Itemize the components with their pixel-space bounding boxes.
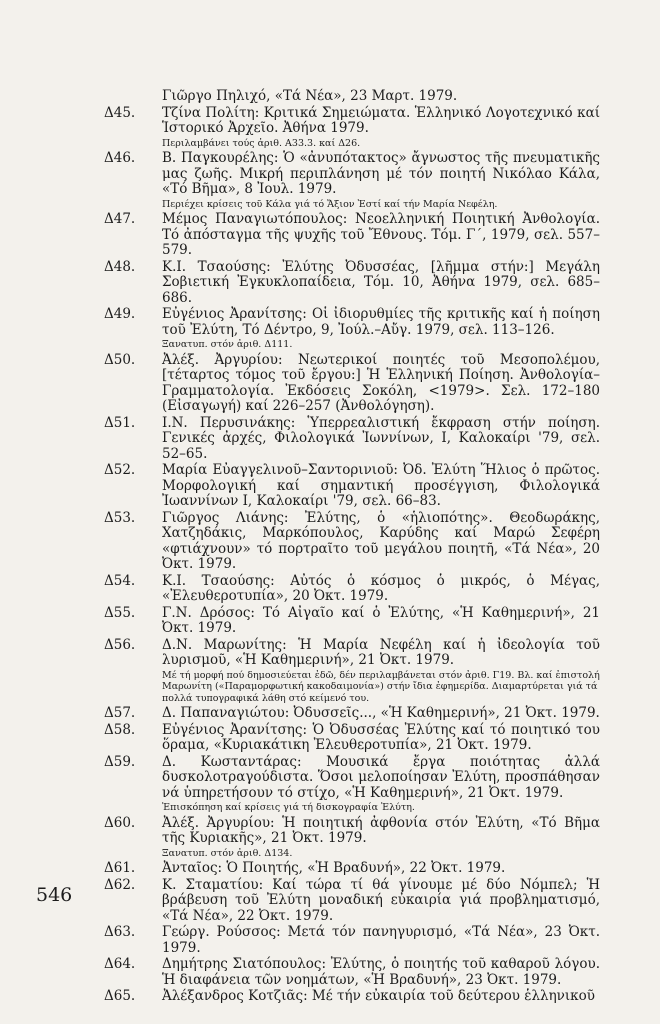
entry-number: Δ49. (104, 306, 136, 322)
entry-number: Δ62. (104, 876, 136, 893)
bibliography-entry (100, 925, 600, 956)
bibliography-entry (100, 260, 600, 307)
bibliography-entry (100, 755, 600, 814)
continued-entry-line: Γιῶργο Πηλιχό, «Τά Νέα», 23 Μαρτ. 1979. (162, 88, 458, 104)
entry-text: Εὐγένιος Ἀρανίτσης: Ὁ Ὀδυσσέας Ἐλύτης καί τό ποιητικό του ὅραμα, «Κυριακάτικη Ἐλευθεροτυπία», 21 Ὀκτ. 1979. (162, 721, 600, 753)
entry-text: Κ.Ι. Τσαούσης: Αὐτός ὁ κόσμος ὁ μικρός, ὁ Μέγας, «Ἐλευθεροτυπία», 20 Ὀκτ. 1979. (162, 572, 600, 604)
bibliography-entry (100, 574, 600, 605)
entry-text: Δ. Παπαναγιώτου: Ὀδυσσεῖς..., «Ἡ Καθημερινή», 21 Ὀκτ. 1979. (162, 705, 600, 721)
entry-number: Δ59. (104, 753, 136, 770)
bibliography-entry (100, 723, 600, 754)
entry-number: Δ47. (104, 211, 136, 227)
entry-note: Περιέχει κρίσεις τοῦ Κάλα γιά τό Ἄξιον Ἐστί καί τήν Μαρία Νεφέλη. (162, 198, 498, 210)
entry-note: Ξανατυπ. στόν ἀριθ. Δ134. (162, 847, 293, 859)
bibliography-entry (100, 957, 600, 988)
entry-number: Δ48. (104, 258, 136, 275)
entry-text: Γεώργ. Ρούσσος: Μετά τόν πανηγυρισμό, «Τά Νέα», 23 Ὀκτ. 1979. (162, 924, 600, 956)
entry-number: Δ57. (104, 705, 136, 721)
bibliography-entry (100, 861, 600, 877)
entry-number: Δ60. (104, 814, 136, 831)
entry-text: Β. Παγκουρέλης: Ὁ «ἀνυπότακτος» ἄγνωστος τῆς πνευματικῆς μας ζωῆς. Μικρή περιπλάνηση μέ τόν ποιητή Νικόλαο Κάλα, «Τό Βῆμα», 8 Ἰουλ. 1979. (162, 150, 600, 197)
bibliography-entry (100, 606, 600, 637)
page-number: 546 (36, 884, 73, 906)
entry-number: Δ50. (104, 351, 136, 368)
entry-text: Ἀλέξ. Ἀργυρίου: Νεωτερικοί ποιητές τοῦ Μεσοπολέμου, [τέταρτος τόμος τοῦ ἔργου:] Ἡ Ἑλληνική Ποίηση. Ἀνθολογία–Γραμματολογία. Ἐκδόσεις Σοκόλη, <1979>. Σελ. 172–180 (Εἰσαγωγή) καί 226–257 (Ἀνθολόγηση). (162, 351, 600, 414)
entry-number: Δ56. (104, 636, 136, 653)
entry-text: Δημήτρης Σιατόπουλος: Ἐλύτης, ὁ ποιητής τοῦ καθαροῦ λόγου. Ἡ διαφάνεια τῶν νοημάτων, «Ἡ Βραδυνή», 23 Ὀκτ. 1979. (162, 956, 600, 988)
bibliography-entry (100, 212, 600, 259)
entry-text: Γ.Ν. Δρόσος: Τό Αἰγαῖο καί ὁ Ἐλύτης, «Ἡ Καθημερινή», 21 Ὀκτ. 1979. (162, 604, 600, 636)
entry-number: Δ45. (104, 104, 136, 121)
entry-container (100, 106, 600, 1005)
entry-number: Δ58. (104, 721, 136, 738)
bibliography-entry (100, 307, 600, 351)
bibliography-entry (100, 151, 600, 210)
entry-number: Δ64. (104, 956, 136, 972)
entry-number: Δ55. (104, 604, 136, 621)
bibliography-entry (100, 416, 600, 463)
bibliography-entry (100, 511, 600, 573)
entry-text: Κ.Ι. Τσαούσης: Ἐλύτης Ὀδυσσέας, [λῆμμα στήν:] Μεγάλη Σοβιετική Ἐγκυκλοπαίδεια, Τόμ. 10, Ἀθήνα 1979, σελ. 685–686. (162, 258, 600, 306)
entry-text: Τζίνα Πολίτη: Κριτικά Σημειώματα. Ἑλληνικό Λογοτεχνικό καί Ἱστορικό Ἀρχεῖο. Ἀθήνα 1979. (162, 104, 600, 136)
bibliography-entry (100, 106, 600, 150)
entry-note: Μέ τή μορφή πού δημοσιεύεται ἐδῶ, δέν περιλαμβάνεται στόν ἀριθ. Γ19. Βλ. καί ἐπιστολή Μαρωνίτη («Παραμορφωτική κακοδαιμονία») στήν ἴδια ἐφημερίδα. Διαμαρτύρεται γιά τά πολλά τυπογραφικά λάθη στό κείμενό του. (162, 669, 600, 704)
entry-text: Ἀνταῖος: Ὁ Ποιητής, «Ἡ Βραδυνή», 22 Ὀκτ. 1979. (162, 860, 506, 876)
entry-text: Κ. Σταματίου: Καί τώρα τί θά γίνουμε μέ δύο Νόμπελ; Ἡ βράβευση τοῦ Ἐλύτη μοναδική εὐκαιρία γιά προβληματισμό, «Τά Νέα», 22 Ὀκτ. 1979. (162, 876, 600, 924)
entry-text: Εὐγένιος Ἀρανίτσης: Οἱ ἰδιορυθμίες τῆς κριτικῆς καί ἡ ποίηση τοῦ Ἐλύτη, Τό Δέντρο, 9, Ἰούλ.–Αὔγ. 1979, σελ. 113–126. (162, 306, 600, 338)
entry-number: Δ46. (104, 150, 136, 166)
entry-note: Ξανατυπ. στόν ἀριθ. Δ111. (162, 339, 293, 350)
bibliography-entry (100, 706, 600, 722)
entry-text: Ι.Ν. Περυσινάκης: Ὑπερρεαλιστική ἔκφραση στήν ποίηση. Γενικές ἀρχές, Φιλολογικά Ἰωννίνων, Ι, Καλοκαίρι '79, σελ. 52–65. (162, 414, 600, 462)
entry-text: Μαρία Εὐαγγελινοῦ–Σαντορινιοῦ: Ὀδ. Ἐλύτη Ἥλιος ὁ πρῶτος. Μορφολογική καί σημαντική προσέγγιση, Φιλολογικά Ἰωαννίνων Ι, Καλοκαίρι '79, σελ. 66–83. (162, 462, 600, 509)
entry-text: Δ.Ν. Μαρωνίτης: Ἡ Μαρία Νεφέλη καί ἡ ἰδεολογία τοῦ λυρισμοῦ, «Ἡ Καθημερινή», 21 Ὀκτ. 1979. (162, 636, 600, 668)
entry-text: Ἀλέξ. Ἀργυρίου: Ἡ ποιητική ἀφθονία στόν Ἐλύτη, «Τό Βῆμα τῆς Κυριακῆς», 21 Ὀκτ. 1979. (162, 814, 600, 846)
bibliography-entry (100, 878, 600, 925)
bibliography-entry (100, 463, 600, 510)
entry-number: Δ52. (104, 462, 136, 478)
entry-text: Μέμος Παναγιωτόπουλος: Νεοελληνική Ποιητική Ἀνθολογία. Τό ἀπόσταγμα τῆς ψυχῆς τοῦ Ἔθνους. Τόμ. Γ΄, 1979, σελ. 557–579. (162, 211, 600, 258)
bibliography-entry (100, 989, 600, 1005)
entry-number: Δ54. (104, 572, 136, 589)
entry-number: Δ61. (104, 860, 136, 876)
entry-text: Γιῶργος Λιάνης: Ἐλύτης, ὁ «ἡλιοπότης». Θεοδωράκης, Χατζηδάκις, Μαρκόπουλος, Καρύδης καί Μαρώ Σεφέρη «φτιάχνουν» τό πορτραῖτο τοῦ μεγάλου ποιητῆ, «Τά Νέα», 20 Ὀκτ. 1979. (162, 509, 600, 572)
entry-note: Ἐπισκόπηση καί κρίσεις γιά τή δισκογραφία Ἐλύτη. (162, 802, 415, 813)
bibliography-entry (100, 638, 600, 705)
entry-number: Δ51. (104, 414, 136, 431)
entry-number: Δ53. (104, 509, 136, 526)
entry-number: Δ65. (104, 988, 136, 1004)
bibliography-entry (100, 816, 600, 860)
entry-note: Περιλαμβάνει τούς ἀριθ. Α33.3. καί Δ26. (162, 137, 361, 149)
entry-text: Δ. Κωσταντάρας: Μουσικά ἔργα ποιότητας ἀλλά δυσκολοτραγούδιστα. Ὅσοι μελοποίησαν Ἐλύτη, προσπάθησαν νά ὑπηρετήσουν τό στίχο, «Ἡ Καθημερινή», 21 Ὀκτ. 1979. (162, 753, 600, 801)
entry-number: Δ63. (104, 924, 136, 940)
entry-text: Ἀλέξανδρος Κοτζιᾶς: Μέ τήν εὐκαιρία τοῦ δεύτερου ἑλληνικοῦ (162, 988, 595, 1004)
bibliography-list (100, 89, 600, 1006)
bibliography-entry (100, 353, 600, 415)
